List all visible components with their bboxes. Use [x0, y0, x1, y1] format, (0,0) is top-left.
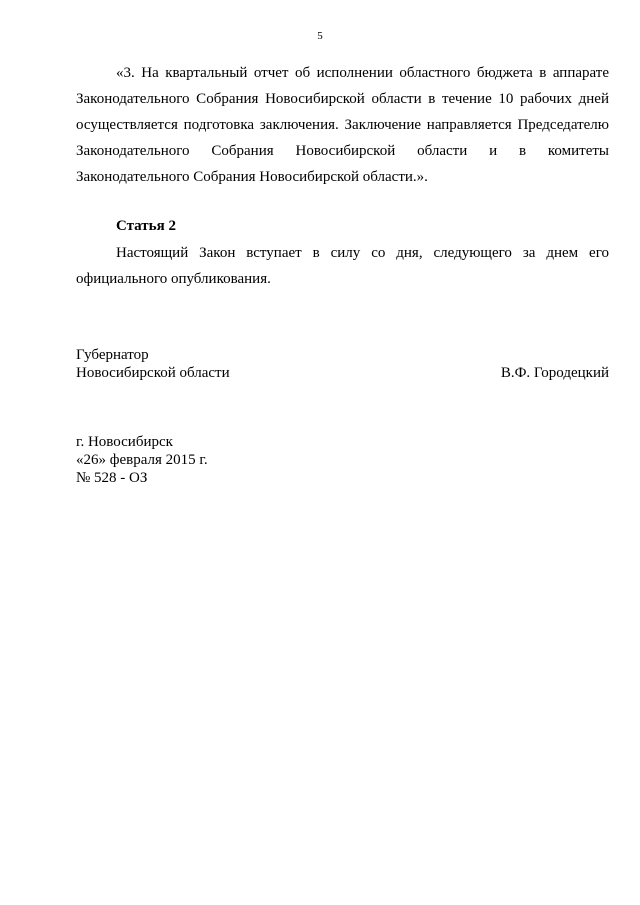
signature-block — [76, 346, 609, 382]
amendment-paragraph: «3. На квартальный отчет об исполнении областного бюджета в аппарате Законодательного Собрания Новосибирской области в течение 10 рабочих дней осуществляется подготовка заключения. Заключение направляется Председателю Законодательного Собрания Новосибирской области и в комитеты Законодательного Собрания Новосибирской области.». — [76, 65, 609, 185]
date: «26» февраля 2015 г. — [76, 452, 208, 468]
signatory-name: В.Ф. Городецкий — [500, 365, 609, 381]
page-number: 5 — [317, 30, 323, 42]
signature-row — [76, 364, 609, 382]
signatory-title-line1: Губернатор — [76, 347, 149, 363]
article-body-paragraph: Настоящий Закон вступает в силу со дня, следующего за днем его официального опубликования. — [76, 245, 609, 287]
city: г. Новосибирск — [76, 434, 173, 450]
place-date-block — [76, 433, 208, 487]
article-heading: Статья 2 — [116, 218, 176, 234]
law-number: № 528 - ОЗ — [76, 470, 148, 486]
signatory-title-line2: Новосибирской области — [76, 365, 230, 381]
